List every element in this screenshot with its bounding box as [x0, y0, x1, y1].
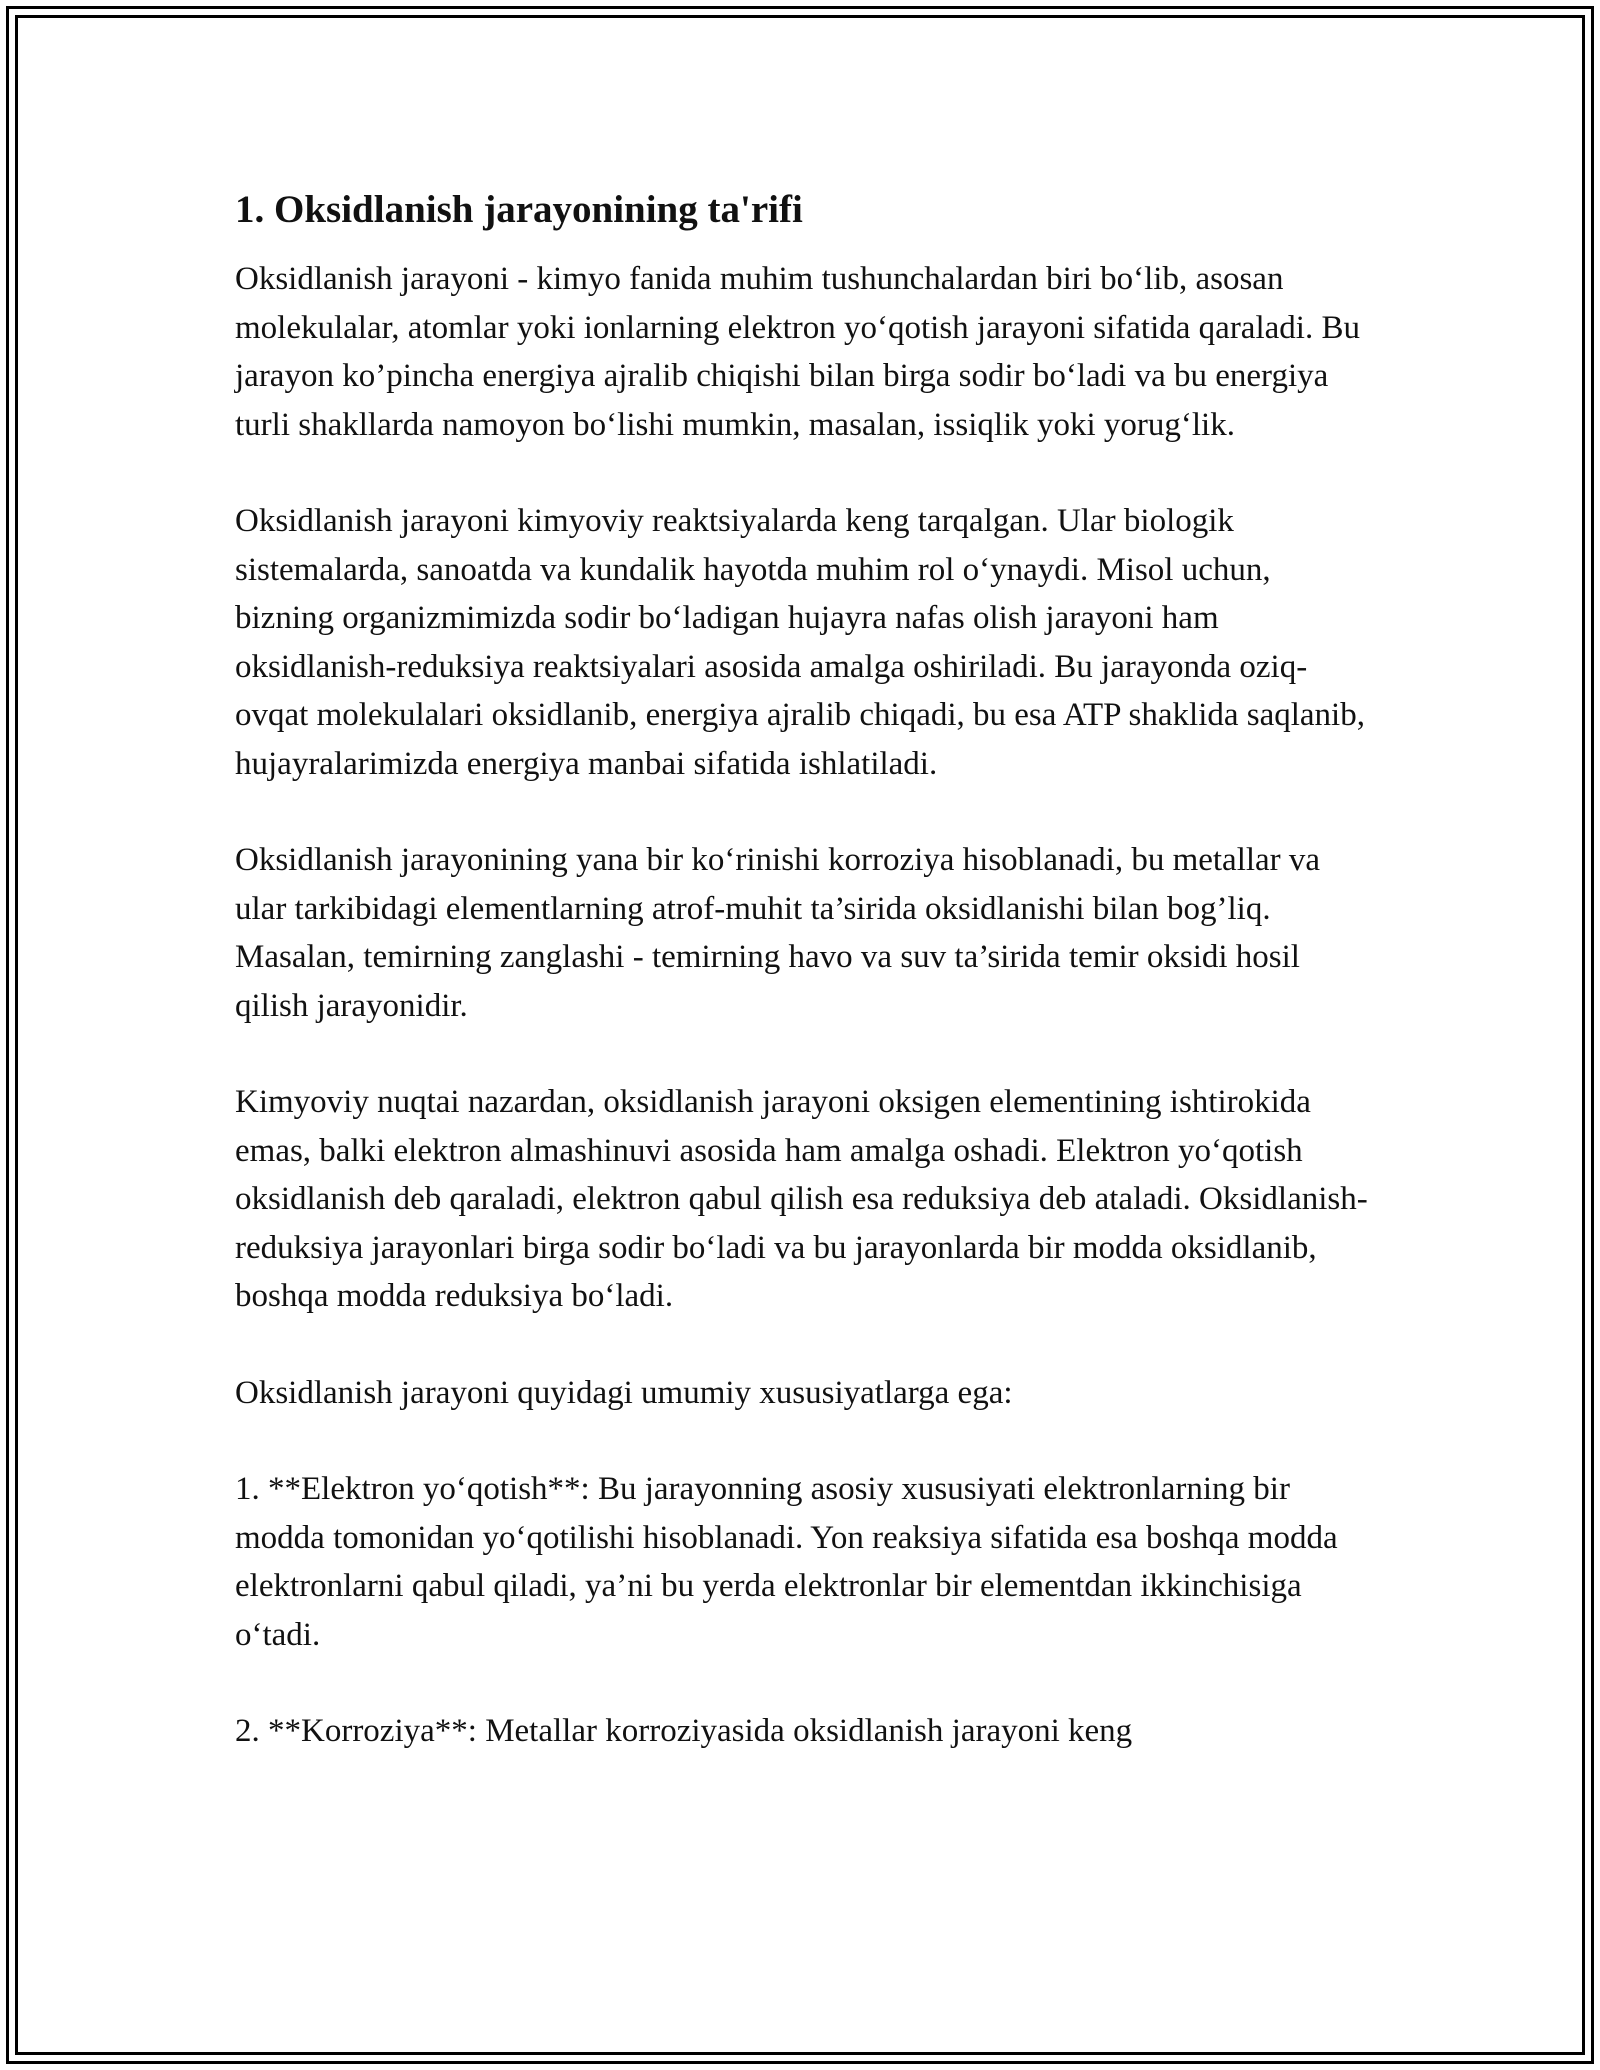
list-item-corrosion: 2. **Korroziya**: Metallar korroziyasida oksidlanish jarayoni keng — [235, 1713, 1133, 1749]
paragraph-electron-exchange: Kimyoviy nuqtai nazardan, oksidlanish jarayoni oksigen elementining ishtirokida emas, balki elektron almashinuvi asosida ham amalga oshadi. Elektron yo‘qotish oksidlanish deb qaraladi, elektron qabul qilish esa reduksiya deb ataladi. Oksidlanish-reduksiya jarayonlari birga sodir bo‘ladi va bu jarayonlarda bir modda oksidlanib, boshqa modda reduksiya bo‘ladi. — [235, 1084, 1368, 1314]
paragraph-definition: Oksidlanish jarayoni - kimyo fanida muhim tushunchalardan biri bo‘lib, asosan molekulalar, atomlar yoki ionlarning elektron yo‘qotish jarayoni sifatida qaraladi. Bu jarayon ko’pincha energiya ajralib chiqishi bilan birga sodir bo‘ladi va bu energiya turli shakllarda namoyon bo‘lishi mumkin, masalan, issiqlik yoki yorug‘lik. — [235, 261, 1360, 443]
paragraph-reactions: Oksidlanish jarayoni kimyoviy reaktsiyalarda keng tarqalgan. Ular biologik sistemalarda, sanoatda va kundalik hayotda muhim rol o‘ynaydi. Misol uchun, bizning organizmimizda sodir bo‘ladigan hujayra nafas olish jarayoni ham oksidlanish-reduksiya reaktsiyalari asosida amalga oshiriladi. Bu jarayonda oziq-ovqat molekulalari oksidlanib, energiya ajralib chiqadi, bu esa ATP shaklida saqlanib, hujayralarimizda energiya manbai sifatida ishlatiladi. — [235, 503, 1365, 782]
paragraph-corrosion: Oksidlanish jarayonining yana bir ko‘rinishi korroziya hisoblanadi, bu metallar va ular tarkibidagi elementlarning atrof-muhit ta’sirida oksidlanishi bilan bog’liq. Masalan, temirning zanglashi - temirning havo va suv ta’sirida temir oksidi hosil qilish jarayonidir. — [235, 842, 1321, 1024]
list-item-electron-loss: 1. **Elektron yo‘qotish**: Bu jarayonning asosiy xususiyati elektronlarning bir modda tomonidan yo‘qotilishi hisoblanadi. Yon reaksiya sifatida esa boshqa modda elektronlarni qabul qiladi, ya’ni bu yerda elektronlar bir elementdan ikkinchisiga o‘tadi. — [235, 1471, 1338, 1653]
paragraph-properties-intro: Oksidlanish jarayoni quyidagi umumiy xususiyatlarga ega: — [235, 1374, 1013, 1411]
section-heading: 1. Oksidlanish jarayonining ta'rifi — [235, 188, 803, 231]
document-body — [235, 185, 1375, 1804]
